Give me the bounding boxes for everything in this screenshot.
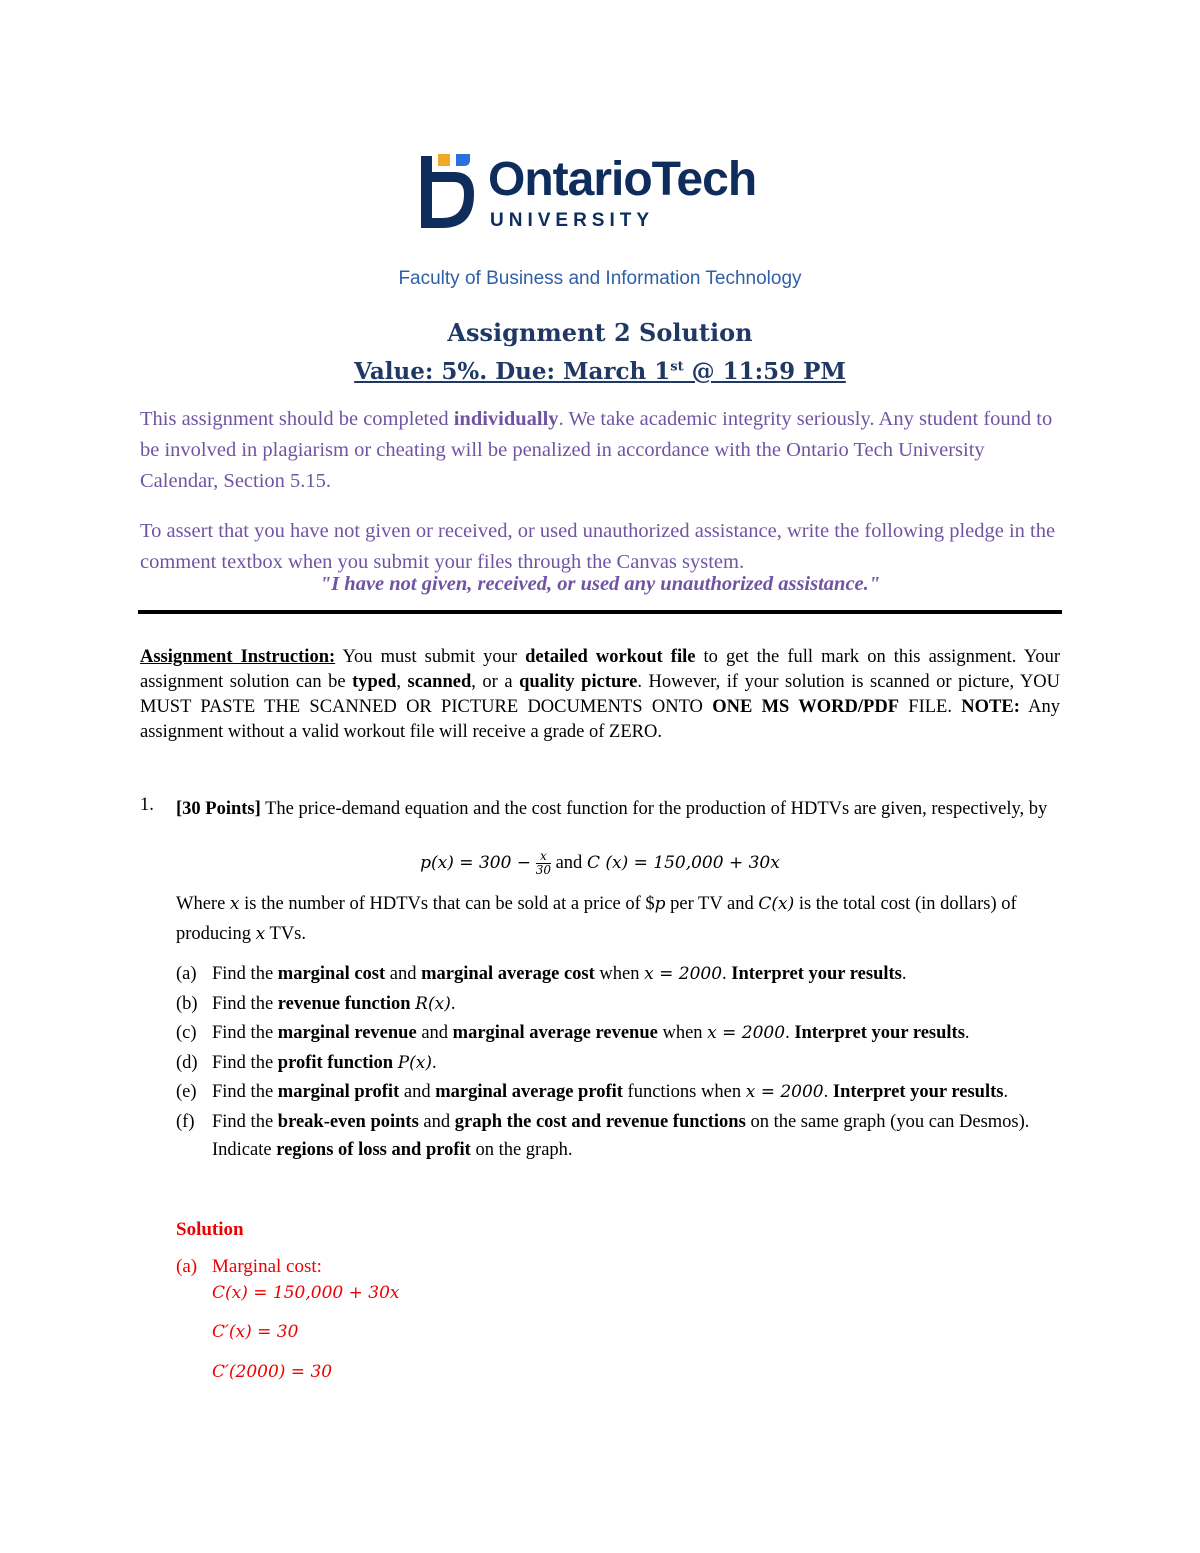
solution-equation-marginal-cost: C′(2000) = 30 <box>212 1362 333 1382</box>
logo-mark-icon <box>418 150 480 236</box>
pledge-paragraph: To assert that you have not given or received, or used unauthorized assistance, write the following pledge in the comment textbox when you submit your files through the Canvas system. <box>140 520 1056 573</box>
question-number: 1. <box>140 795 154 815</box>
part-a: (a) Find the marginal cost and marginal average cost when x = 2000. Interpret your results. <box>176 964 907 984</box>
faculty-name: Faculty of Business and Information Technology <box>398 268 802 289</box>
solution-heading: Solution <box>176 1219 244 1240</box>
solution-part-a-title: Marginal cost: <box>212 1256 322 1277</box>
solution-part-a-label: (a) <box>176 1256 198 1277</box>
pledge-quote: "I have not given, received, or used any unauthorized assistance." <box>319 573 881 595</box>
assignment-value-due: Value: 5%. Due: March 1st @ 11:59 PM <box>354 358 846 385</box>
assignment-instruction: Assignment Instruction: You must submit your detailed workout file to get the full mark on this assignment. Your assignment solution can be typed, scanned, or a quality picture. However, if your solution is scanned or picture, YOU MUST PASTE THE SCANNED OR PICTURE DOCUMENTS ONTO ONE MS WORD/PDF FILE. NOTE: Any assignment without a valid workout file will receive a grade of ZERO. <box>140 647 1061 742</box>
university-logo <box>418 148 788 238</box>
question-definitions: Where x is the number of HDTVs that can be sold at a price of $p per TV and C(x) is the total cost (in dollars) of producing x TVs. <box>176 894 1017 944</box>
part-f: (f) Find the break-even points and graph the cost and revenue functions on the same graph (you can Desmos). Indicate regions of loss and profit on the graph. <box>176 1111 1030 1160</box>
solution-equation-cost: C(x) = 150,000 + 30x <box>212 1283 400 1303</box>
part-e: (e) Find the marginal profit and marginal average profit functions when x = 2000. Interpret your results. <box>176 1082 1009 1102</box>
integrity-paragraph: This assignment should be completed individually. We take academic integrity seriously. Any student found to be involved in plagiarism or cheating will be penalized in accordance with the Ontario Tech University Calendar, Section 5.15. <box>140 408 1053 492</box>
assignment-title: Assignment 2 Solution <box>447 318 753 347</box>
question-intro: [30 Points] The price-demand equation and the cost function for the production of HDTVs are given, respectively, by <box>176 799 1048 819</box>
logo-subtitle: UNIVERSITY <box>490 210 655 231</box>
part-d: (d) Find the profit function P(x). <box>176 1052 437 1073</box>
question-parts <box>176 960 1066 1166</box>
logo-wordmark: OntarioTech <box>488 153 757 206</box>
part-b: (b) Find the revenue function R(x). <box>176 993 456 1014</box>
fraction-x-over-30: $\frac{x}{30}$ <box>535 849 551 877</box>
question-equation: p(x) = 300 − $\frac{x}{30}$ and C (x) = 150,000 + 30x <box>420 849 780 877</box>
solution-equation-derivative: C′(x) = 30 <box>212 1322 299 1342</box>
section-divider <box>138 610 1062 614</box>
part-c: (c) Find the marginal revenue and marginal average revenue when x = 2000. Interpret your results. <box>176 1023 970 1043</box>
